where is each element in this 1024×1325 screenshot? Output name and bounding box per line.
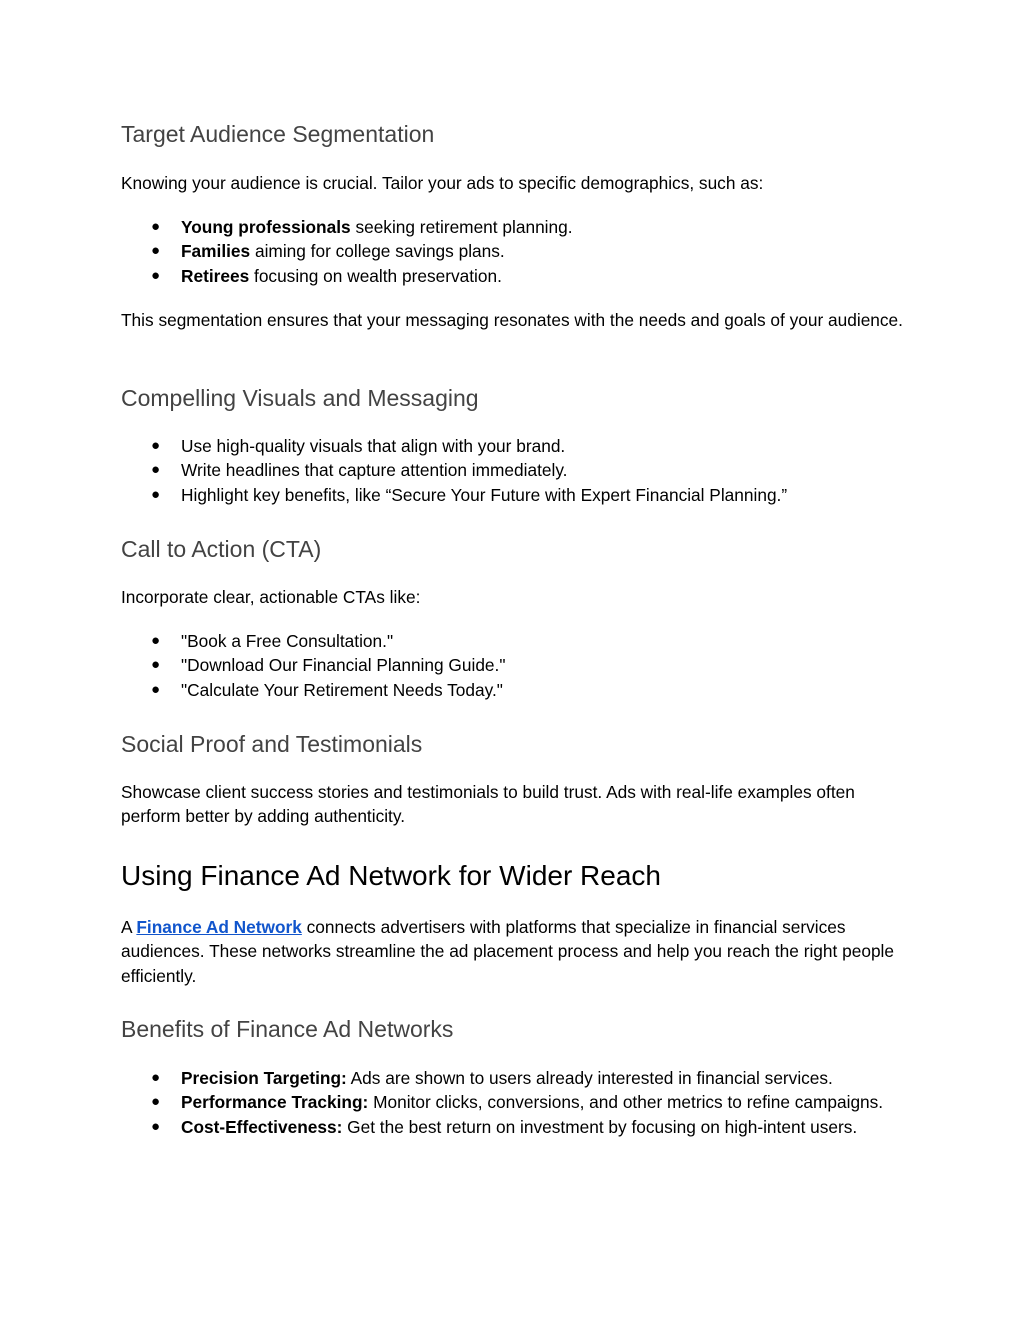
bullet-icon: ● <box>151 1093 161 1111</box>
list-item <box>121 483 911 507</box>
section-heading-finance-ad-network: Using Finance Ad Network for Wider Reach <box>121 860 661 891</box>
paragraph-suffix: connects advertisers with platforms that specialize in financial services audiences. These networks streamline the ad placement process and help you reach the right people efficiently. <box>121 917 895 986</box>
list-target-audiences <box>121 215 911 288</box>
paragraph-cta-intro: Incorporate clear, actionable CTAs like: <box>121 587 421 607</box>
bullet-icon: ● <box>151 632 161 649</box>
list-item-bold: Families <box>181 241 251 262</box>
bullet-icon: ● <box>151 266 161 284</box>
list-benefits <box>121 1066 911 1139</box>
list-item <box>121 215 911 239</box>
list-item-bold: Performance Tracking: <box>181 1092 369 1113</box>
finance-ad-network-link[interactable]: Finance Ad Network <box>136 917 302 937</box>
bullet-icon: ● <box>151 656 161 674</box>
list-item-text: "Download Our Financial Planning Guide." <box>181 655 506 676</box>
bullet-icon: ● <box>151 461 161 479</box>
list-item-bold: Cost-Effectiveness: <box>181 1116 343 1137</box>
list-item-text: Get the best return on investment by focusing on high-intent users. <box>342 1116 858 1137</box>
section-heading-benefits: Benefits of Finance Ad Networks <box>121 1016 454 1042</box>
list-item-text: Highlight key benefits, like “Secure Your Future with Expert Financial Planning.” <box>181 484 788 505</box>
section-heading-target-audience: Target Audience Segmentation <box>121 121 435 147</box>
list-item-text: Ads are shown to users already interested in financial services. <box>346 1068 833 1088</box>
list-item <box>121 458 911 482</box>
paragraph-prefix: A <box>121 917 137 937</box>
bullet-icon: ● <box>151 1069 161 1086</box>
list-visuals <box>121 434 911 507</box>
list-item-text: Write headlines that capture attention immediately. <box>181 460 568 481</box>
bullet-icon: ● <box>151 485 161 503</box>
list-item <box>121 434 911 458</box>
list-cta <box>121 629 911 702</box>
list-item <box>121 239 911 263</box>
list-item-text: focusing on wealth preservation. <box>249 265 502 286</box>
bullet-icon: ● <box>151 218 161 235</box>
bullet-icon: ● <box>151 437 161 454</box>
list-item-text: Monitor clicks, conversions, and other metrics to refine campaigns. <box>368 1092 884 1113</box>
list-item-bold: Precision Targeting: <box>181 1068 347 1088</box>
bullet-icon: ● <box>151 680 161 698</box>
list-item-text: aiming for college savings plans. <box>250 241 505 262</box>
list-item-text: Use high-quality visuals that align with your brand. <box>181 436 566 456</box>
section-heading-visuals: Compelling Visuals and Messaging <box>121 385 479 411</box>
list-item-text: "Book a Free Consultation." <box>181 631 394 651</box>
paragraph-target-intro: Knowing your audience is crucial. Tailor your ads to specific demographics, such as: <box>121 173 764 193</box>
list-item <box>121 653 911 677</box>
paragraph-target-outro: This segmentation ensures that your messaging resonates with the needs and goals of your audience. <box>121 310 903 330</box>
bullet-icon: ● <box>151 242 161 260</box>
list-item <box>121 1066 911 1090</box>
section-heading-social-proof: Social Proof and Testimonials <box>121 731 423 757</box>
section-heading-cta: Call to Action (CTA) <box>121 536 322 562</box>
list-item-bold: Retirees <box>181 265 250 286</box>
list-item <box>121 678 911 702</box>
list-item <box>121 264 911 288</box>
paragraph-finance-ad-network <box>121 915 911 988</box>
list-item <box>121 629 911 653</box>
bullet-icon: ● <box>151 1117 161 1135</box>
list-item <box>121 1090 911 1114</box>
list-item-text: "Calculate Your Retirement Needs Today." <box>181 679 503 700</box>
list-item-text: seeking retirement planning. <box>350 217 573 237</box>
list-item <box>121 1115 911 1139</box>
paragraph-social-proof: Showcase client success stories and testimonials to build trust. Ads with real-life examples often perform better by adding authenticity. <box>121 782 855 827</box>
list-item-bold: Young professionals <box>181 217 351 237</box>
